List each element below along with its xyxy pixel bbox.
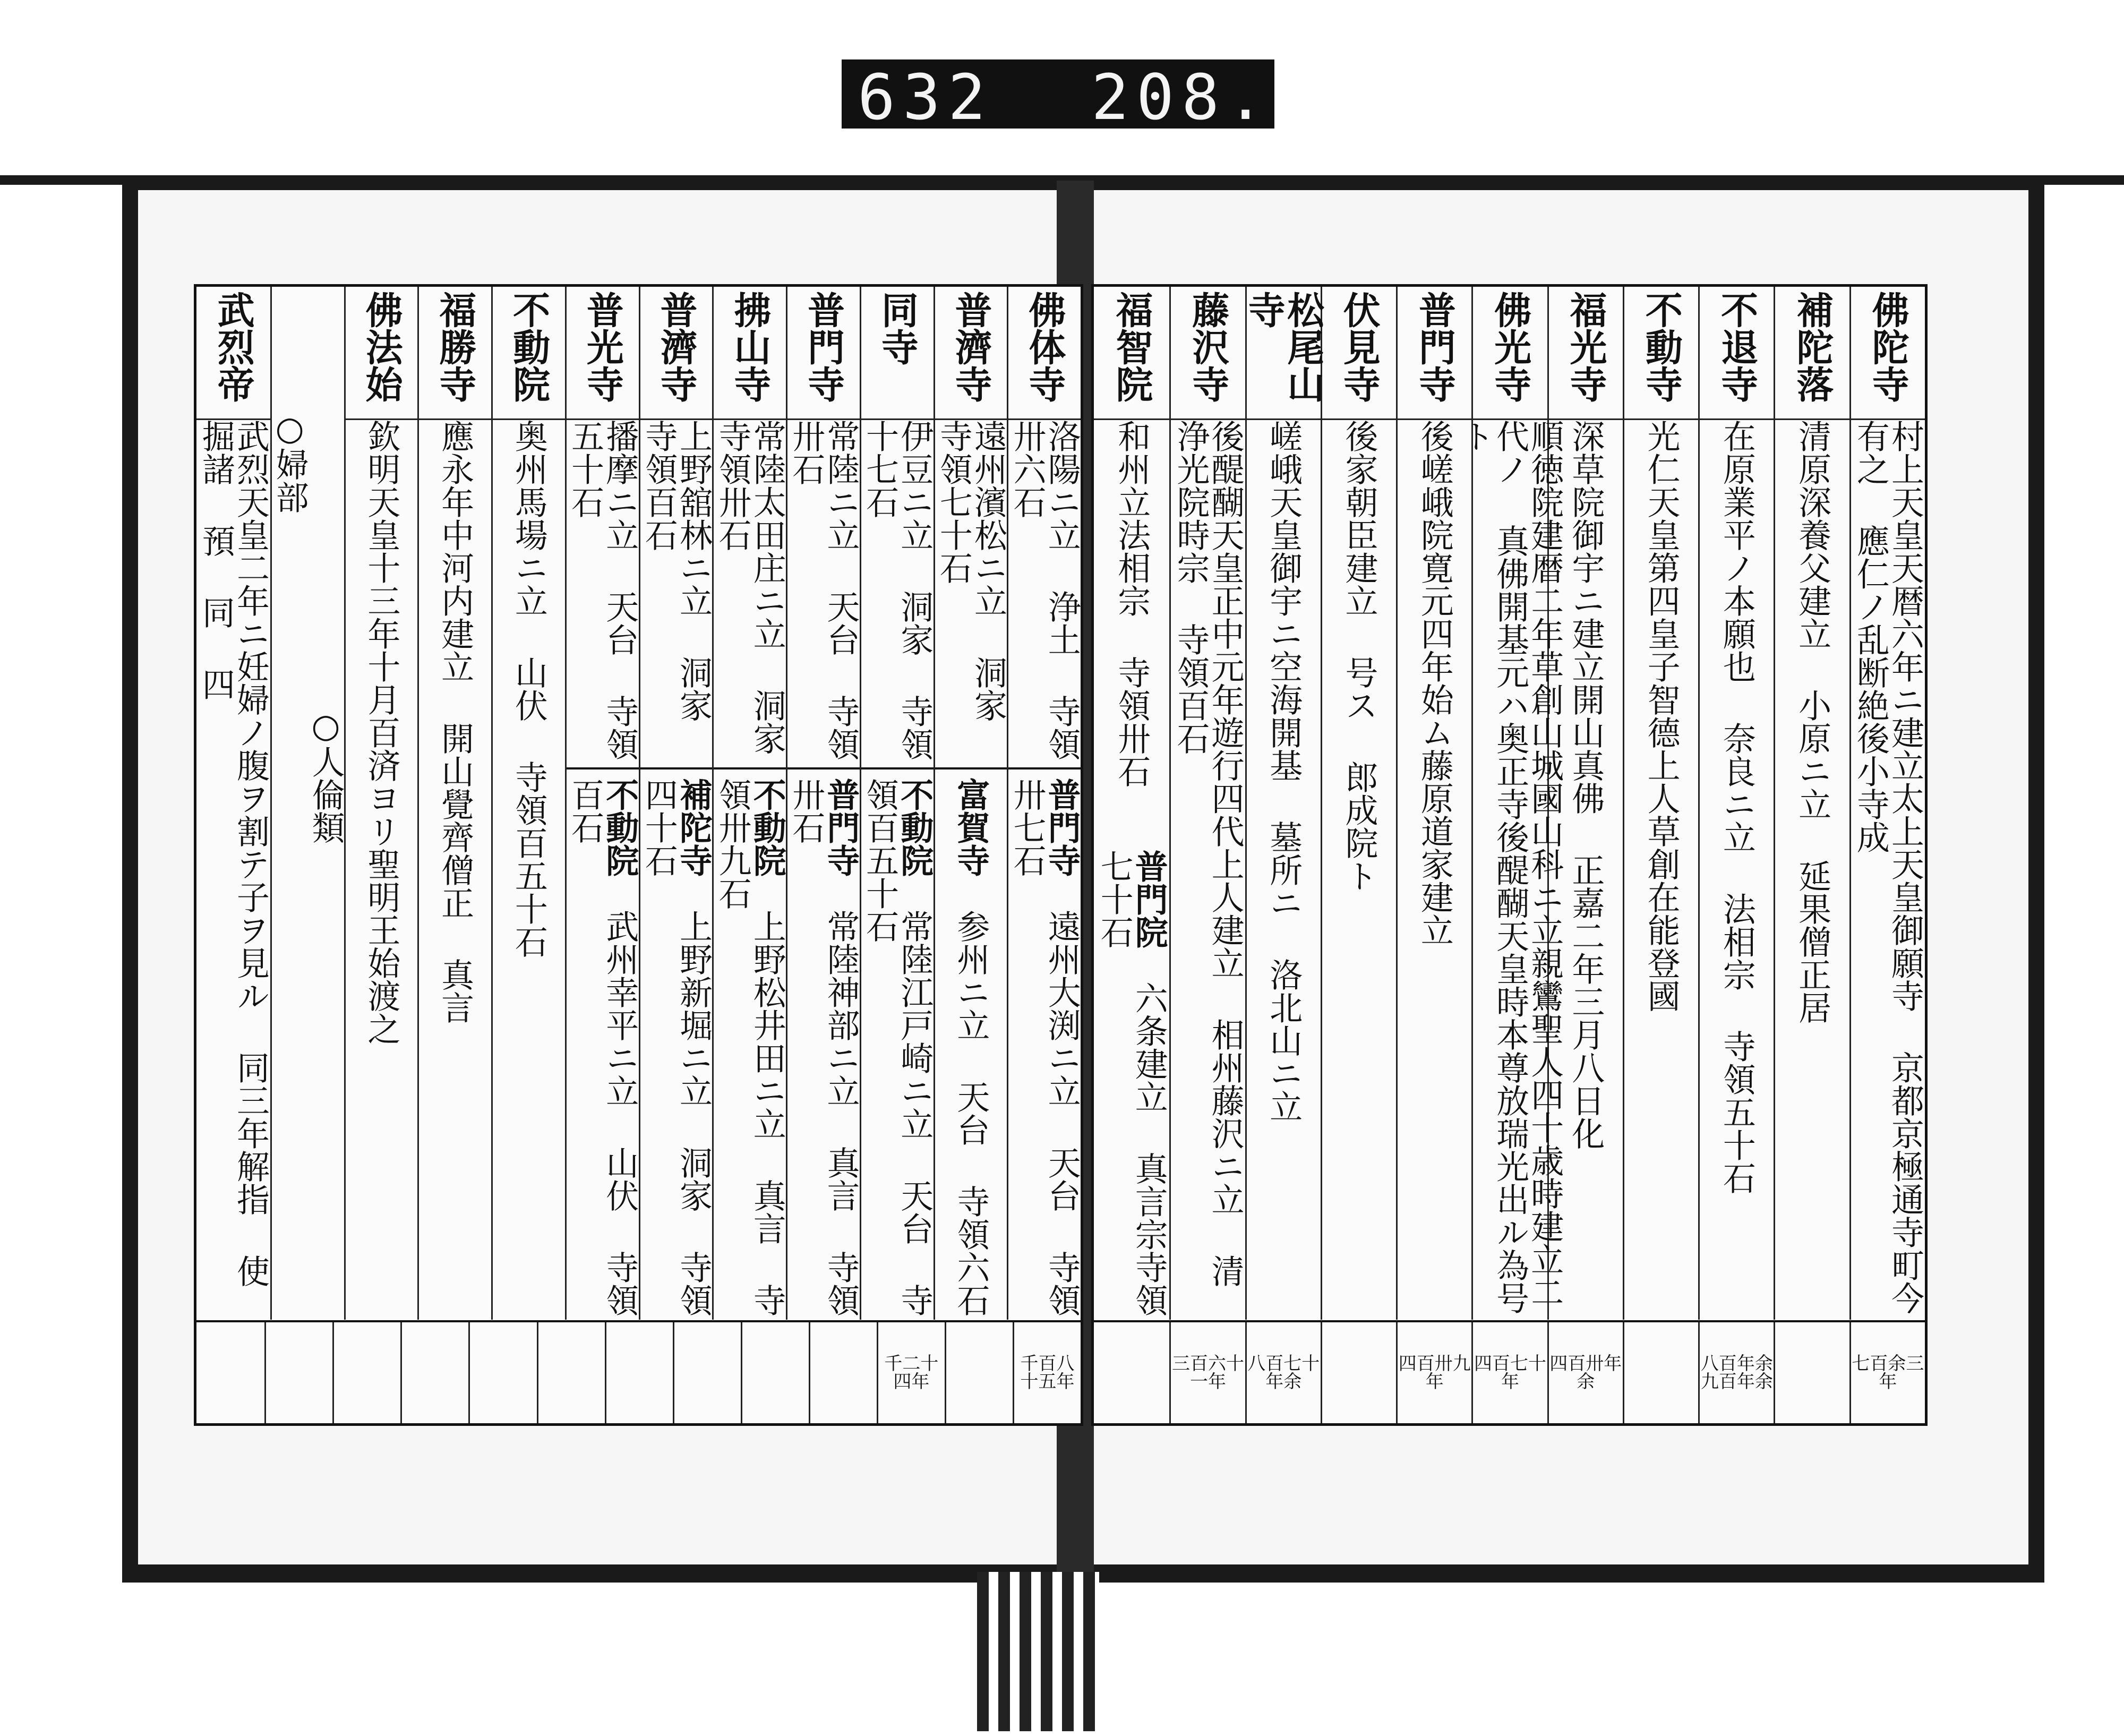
years-cell (332, 1322, 400, 1423)
temple-name (787, 287, 860, 420)
entry-text (1456, 420, 1564, 1320)
film-label (842, 59, 1274, 134)
category-marker-1: ○婦部 (270, 409, 310, 514)
entry-text (1398, 420, 1471, 1320)
sub-entry-name: 普門院 (1129, 850, 1169, 948)
entry-text-content: 光仁天皇第四皇子智德上人草創在能登國 (1642, 420, 1681, 1012)
sub-entry (1094, 850, 1169, 1320)
right-page-years-row (1094, 1320, 1925, 1423)
lower-entry-name: 補陀寺 (674, 778, 713, 877)
entry-column (565, 287, 639, 1320)
temple-name-text: 福智院 (1109, 291, 1154, 403)
section-divider (787, 767, 860, 769)
years-cell (1321, 1322, 1396, 1423)
entry-column (1774, 287, 1849, 1320)
temple-name-text: 普濟寺 (949, 291, 994, 403)
entry-text-content: 和州立法相宗 寺領卅石 (1112, 420, 1151, 788)
left-page (194, 284, 1083, 1426)
temple-name (640, 287, 713, 420)
entry-column (1007, 287, 1081, 1320)
lower-entry (935, 778, 1007, 1320)
entry-text-content: 村上天皇天暦六年ニ建立太上天皇御願寺 京都京極通寺町今有之 應仁ノ乱断絶後小寺成 (1851, 420, 1925, 1314)
entry-text (419, 420, 491, 1320)
lower-entry-name: 不動院 (600, 778, 639, 877)
years-cell: 三百六十一年 (1169, 1322, 1245, 1423)
temple-name (1700, 287, 1774, 420)
years-cell (468, 1322, 536, 1423)
entry-column (1849, 287, 1925, 1320)
category-marker-2: ○人倫類 (306, 706, 346, 844)
gutter-binding (977, 1572, 1099, 1731)
entry-text-content: 後嵯峨院寛元四年始ム藤原道家建立 (1415, 420, 1454, 946)
entry-column (491, 287, 565, 1320)
lower-entry-text: 不動院 常陸江戸崎ニ立 天台 寺領百五十石 (860, 778, 934, 1316)
temple-name (1171, 287, 1245, 420)
lower-entry (567, 778, 639, 1320)
temple-name-text: 不動寺 (1639, 291, 1684, 403)
entry-text (1008, 420, 1081, 762)
years-cell: 千二十四年 (877, 1322, 945, 1423)
temple-name-text: 補陀落 (1790, 291, 1835, 403)
entry-text (346, 420, 418, 1320)
film-label-left-number: 632 (858, 61, 994, 134)
temple-name-text: 普光寺 (580, 291, 625, 403)
years-cell: 四百七十年 (1471, 1322, 1547, 1423)
years-cell (264, 1322, 332, 1423)
entry-text (1775, 420, 1849, 1320)
lower-entry-text: 補陀寺 上野新堀ニ立 洞家 寺領四十石 (639, 778, 713, 1316)
entry-column (1396, 287, 1471, 1320)
lower-entry (861, 778, 933, 1320)
temple-name (1008, 287, 1081, 420)
entry-text-content: 欽明天皇十三年十月百済ヨリ聖明王始渡之 (362, 420, 401, 1045)
sub-entry-text: 普門院 六条建立 真言宗寺領七十石 (1095, 850, 1169, 1316)
temple-name-text: 佛法始 (359, 291, 404, 403)
category-marker (272, 409, 344, 1320)
entry-column-last (196, 287, 270, 1320)
temple-name (1242, 287, 1325, 420)
years-cell: 八百年余 九百年余 (1698, 1322, 1774, 1423)
entry-column (933, 287, 1007, 1320)
entry-text (714, 420, 786, 762)
temple-name-text: 松尾山寺 (1242, 291, 1325, 403)
lower-entry-name: 普門寺 (821, 778, 860, 877)
right-page-columns (1094, 287, 1925, 1320)
temple-name-text: 福勝寺 (433, 291, 477, 403)
entry-text (861, 420, 933, 762)
entry-text (640, 420, 713, 762)
lower-entry-name: 不動院 (895, 778, 934, 877)
entry-text-content: 後醍醐天皇正中元年遊行四代上人建立 相州藤沢ニ立 清浄光院時宗 寺領百石 (1171, 420, 1245, 1287)
temple-name-text: 福光寺 (1564, 291, 1608, 403)
temple-name-text: 同寺 (875, 291, 920, 365)
entry-text-content: 常陸太田庄ニ立 洞家 寺領卅石 (713, 420, 787, 755)
years-cell (1623, 1322, 1698, 1423)
entry-text-content: 上野舘林ニ立 洞家 寺領百石 (639, 420, 713, 722)
temple-name (493, 287, 565, 420)
lower-entry-name: 富賀寺 (951, 778, 990, 877)
lower-entry (640, 778, 713, 1320)
left-page-years-row (196, 1320, 1081, 1423)
lower-entry (714, 778, 786, 1320)
entry-text (1322, 420, 1396, 1320)
lower-entry-name: 不動院 (748, 778, 787, 877)
entry-text (567, 420, 639, 762)
entry-column (1623, 287, 1698, 1320)
temple-name (346, 287, 418, 420)
temple-name-text: 不動院 (507, 291, 551, 403)
entry-text (1094, 420, 1169, 842)
lower-entry (787, 778, 860, 1320)
years-cell (809, 1322, 877, 1423)
entry-column (639, 287, 713, 1320)
entry-text-content: 順徳院建暦二年草創山城國山科ニ立親鸞聖人四十歳時建立二代ノ 真佛開基元ハ奥正寺後醍醐天皇時本尊放瑞光出ル為号ト (1456, 420, 1564, 1314)
temple-name (419, 287, 491, 420)
temple-name-text: 佛光寺 (1488, 291, 1532, 403)
lower-entry-text: 不動院 上野松井田ニ立 真言 寺領卅九石 (713, 778, 787, 1316)
entry-column (417, 287, 491, 1320)
entry-column (344, 287, 418, 1320)
entry-column (1321, 287, 1396, 1320)
entry-text (1700, 420, 1774, 1320)
entry-text (493, 420, 565, 1320)
entry-text-content: 在原業平ノ本願也 奈良ニ立 法相宗 寺領五十石 (1717, 420, 1757, 1194)
temple-name (714, 287, 786, 420)
entry-column (1169, 287, 1245, 1320)
temple-name-text: 藤沢寺 (1186, 291, 1230, 403)
years-cell (1774, 1322, 1849, 1423)
temple-name (1094, 287, 1169, 420)
years-cell (1094, 1322, 1169, 1423)
entry-column (1094, 287, 1169, 1320)
entry-text-content: 播摩ニ立 天台 寺領五十石 (566, 420, 639, 760)
temple-name-text: 普門寺 (1412, 291, 1457, 403)
lower-entry-text: 不動院 武州幸平ニ立 山伏 寺領百石 (566, 778, 639, 1316)
years-cell: 八百七十年余 (1245, 1322, 1321, 1423)
section-divider (567, 767, 639, 769)
years-cell: 七百余三年 (1849, 1322, 1925, 1423)
temple-name-text: 普門寺 (801, 291, 846, 403)
years-cell: 四百卅年余 (1547, 1322, 1623, 1423)
temple-name (1775, 287, 1849, 420)
temple-name (1624, 287, 1698, 420)
entry-text (935, 420, 1007, 762)
temple-name-text: 拂山寺 (727, 291, 772, 403)
temple-name-text: 普濟寺 (654, 291, 699, 403)
left-page-columns (196, 287, 1081, 1320)
years-cell (945, 1322, 1013, 1423)
entry-text (1624, 420, 1698, 1320)
right-page (1091, 284, 1928, 1426)
years-cell (605, 1322, 673, 1423)
entry-text-content: 奥州馬場ニ立 山伏 寺領百五十石 (509, 420, 549, 958)
years-cell: 千百八十五年 (1013, 1322, 1081, 1423)
entry-text-content: 遠州濱松ニ立 洞家 寺領七十石 (934, 420, 1008, 722)
category-column (270, 287, 344, 1320)
temple-name (196, 287, 270, 420)
entry-column (786, 287, 860, 1320)
temple-name (1398, 287, 1471, 420)
entry-column (712, 287, 786, 1320)
entry-text-content: 洛陽ニ立 浄土 寺領卅六石 (1008, 420, 1082, 760)
entry-text-content: 常陸ニ立 天台 寺領卅石 (786, 420, 860, 760)
film-label-right-number: 208. (1091, 61, 1272, 134)
entry-text-content: 嵯峨天皇御宇ニ空海開基 墓所ニ 洛北山ニ立 (1264, 420, 1303, 1123)
section-divider (640, 767, 713, 769)
years-cell (400, 1322, 468, 1423)
temple-name (935, 287, 1007, 420)
lower-entry-text: 普門寺 遠州大渕ニ立 天台 寺領卅七石 (1008, 778, 1082, 1316)
entry-column (1698, 287, 1774, 1320)
entry-text (1851, 420, 1925, 1320)
entry-column (1242, 287, 1325, 1320)
temple-name (1473, 287, 1547, 420)
entry-text-content: 武烈天皇二年ニ妊婦ノ腹ヲ割テ子ヲ見ル 同三年解指 使掘諸 預 同 四 (196, 420, 270, 1287)
entry-text-content: 應永年中河内建立 開山覺齊僧正 真言 (435, 420, 475, 1024)
lower-entry (1008, 778, 1081, 1320)
temple-name (567, 287, 639, 420)
entry-text-content: 清原深養父建立 小原ニ立 延果僧正居 (1793, 420, 1832, 1024)
years-cell (673, 1322, 741, 1423)
entry-text-content: 伊豆ニ立 洞家 寺領十七石 (860, 420, 934, 760)
temple-name (1549, 287, 1623, 420)
years-cell (196, 1322, 264, 1423)
temple-name-text: 武烈帝 (211, 291, 256, 403)
entry-text (1247, 420, 1321, 1320)
entry-text-content: 深草院御宇ニ建立開山真佛 正嘉二年三月八日化 (1566, 420, 1605, 1150)
entry-column (860, 287, 933, 1320)
entry-text (1171, 420, 1245, 1320)
temple-name (1851, 287, 1925, 420)
section-divider (861, 767, 933, 769)
temple-name-text: 不退寺 (1715, 291, 1759, 403)
years-cell: 四百卅九年 (1396, 1322, 1471, 1423)
section-divider (935, 767, 1007, 769)
entry-text-content: 後家朝臣建立 号ス 郎成院ト (1340, 420, 1379, 892)
entry-text (196, 420, 270, 1320)
temple-name (1322, 287, 1396, 420)
lower-entry-name: 普門寺 (1042, 778, 1082, 877)
temple-name (861, 287, 933, 420)
entry-text (787, 420, 860, 762)
entry-column (1456, 287, 1564, 1320)
years-cell (741, 1322, 809, 1423)
section-divider (1008, 767, 1081, 769)
temple-name-text: 佛体寺 (1022, 291, 1067, 403)
years-cell (537, 1322, 605, 1423)
lower-entry-text: 普門寺 常陸神部ニ立 真言 寺領卅石 (786, 778, 860, 1316)
temple-name-text: 佛陀寺 (1866, 291, 1911, 403)
temple-name-text: 伏見寺 (1337, 291, 1382, 403)
lower-entry-text: 富賀寺 参州ニ立 天台 寺領六石 (951, 778, 990, 1316)
section-divider (714, 767, 786, 769)
